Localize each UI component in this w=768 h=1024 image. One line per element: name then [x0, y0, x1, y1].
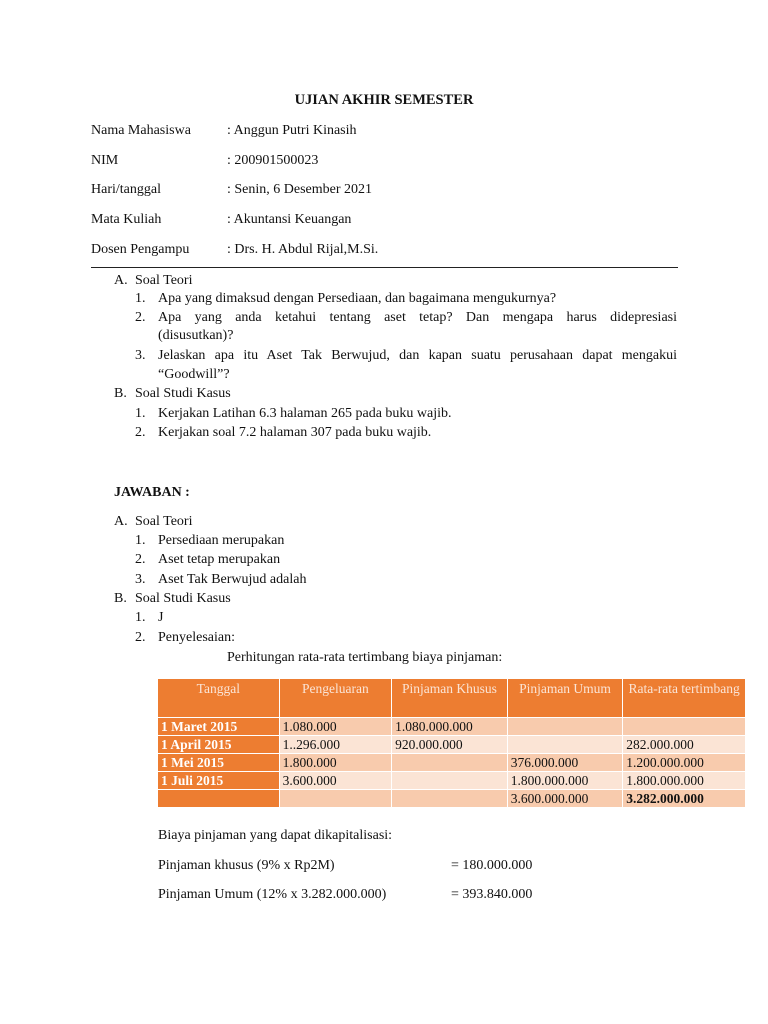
table-cell: 1.800.000	[279, 754, 392, 772]
table-cell: 3.600.000	[279, 772, 392, 790]
section-marker: B.	[114, 591, 127, 606]
list-number: 2.	[135, 425, 146, 440]
section-marker: A.	[114, 514, 128, 529]
section-title: Soal Teori	[135, 514, 193, 529]
table-row	[158, 754, 746, 772]
question-text: Kerjakan Latihan 6.3 halaman 265 pada buku wajib.	[158, 406, 452, 421]
answer-text: J	[158, 610, 164, 625]
table-cell-date: 1 Juli 2015	[158, 772, 280, 790]
table-cell: 1.800.000.000	[623, 772, 746, 790]
list-number: 1.	[135, 610, 146, 625]
table-cell-date: 1 Mei 2015	[158, 754, 280, 772]
identity-label: Hari/tanggal	[91, 182, 161, 197]
section-marker: A.	[114, 273, 128, 288]
table-header-row	[158, 679, 746, 718]
table-caption: Perhitungan rata-rata tertimbang biaya pinjaman:	[227, 650, 503, 665]
capitalization-label: Pinjaman khusus (9% x Rp2M)	[158, 858, 335, 873]
capitalization-intro: Biaya pinjaman yang dapat dikapitalisasi:	[158, 828, 393, 843]
table-cell-total: 3.600.000.000	[507, 790, 623, 808]
answer-text: Persediaan merupakan	[158, 533, 285, 548]
section-title: Soal Studi Kasus	[135, 386, 231, 401]
identity-label: Nama Mahasiswa	[91, 123, 191, 138]
table-cell	[392, 772, 508, 790]
capitalization-label: Pinjaman Umum (12% x 3.282.000.000)	[158, 887, 387, 902]
list-number: 2.	[135, 630, 146, 645]
section-marker: B.	[114, 386, 127, 401]
table-cell: 1..296.000	[279, 736, 392, 754]
list-number: 3.	[135, 572, 146, 587]
column-header: Rata-rata tertimbang	[623, 679, 746, 718]
table-cell: 1.080.000	[279, 718, 392, 736]
table-cell: 282.000.000	[623, 736, 746, 754]
question-text: Jelaskan apa itu Aset Tak Berwujud, dan kapan suatu perusahaan dapat mengakui	[158, 348, 677, 363]
answer-text: Aset tetap merupakan	[158, 552, 281, 567]
table-cell: 1.080.000.000	[392, 718, 508, 736]
table-cell: 376.000.000	[507, 754, 623, 772]
identity-value: : Akuntansi Keuangan	[227, 212, 352, 227]
list-number: 1.	[135, 291, 146, 306]
table-cell	[507, 736, 623, 754]
section-title: Soal Teori	[135, 273, 193, 288]
identity-value: : 200901500023	[227, 153, 319, 168]
weighted-average-table	[157, 678, 746, 808]
list-number: 1.	[135, 406, 146, 421]
table-cell-total-bold: 3.282.000.000	[623, 790, 746, 808]
table-cell	[158, 790, 280, 808]
table-total-row	[158, 790, 746, 808]
document-title: UJIAN AKHIR SEMESTER	[294, 92, 474, 108]
identity-label: NIM	[91, 153, 119, 168]
table-cell-date: 1 April 2015	[158, 736, 280, 754]
table-cell	[623, 718, 746, 736]
question-text-continued: “Goodwill”?	[158, 367, 230, 382]
list-number: 1.	[135, 533, 146, 548]
table-cell: 1.200.000.000	[623, 754, 746, 772]
column-header: Pinjaman Umum	[507, 679, 623, 718]
list-number: 2.	[135, 552, 146, 567]
table-cell	[392, 754, 508, 772]
identity-label: Dosen Pengampu	[91, 242, 190, 257]
table-row	[158, 718, 746, 736]
table-cell: 920.000.000	[392, 736, 508, 754]
section-title: Soal Studi Kasus	[135, 591, 231, 606]
answers-heading: JAWABAN :	[114, 485, 190, 500]
question-text-continued: (disusutkan)?	[158, 328, 234, 343]
answer-text: Penyelesaian:	[158, 630, 235, 645]
table-cell	[279, 790, 392, 808]
identity-value: : Senin, 6 Desember 2021	[227, 182, 373, 197]
table-cell: 1.800.000.000	[507, 772, 623, 790]
list-number: 3.	[135, 348, 146, 363]
table-cell	[507, 718, 623, 736]
divider-line	[91, 267, 678, 268]
identity-value: : Anggun Putri Kinasih	[227, 123, 357, 138]
table-row	[158, 736, 746, 754]
table-row	[158, 772, 746, 790]
column-header: Pengeluaran	[279, 679, 392, 718]
column-header: Tanggal	[158, 679, 280, 718]
column-header: Pinjaman Khusus	[392, 679, 508, 718]
capitalization-value: = 180.000.000	[451, 858, 533, 873]
table-cell-date: 1 Maret 2015	[158, 718, 280, 736]
identity-label: Mata Kuliah	[91, 212, 162, 227]
identity-value: : Drs. H. Abdul Rijal,M.Si.	[227, 242, 379, 257]
question-text: Apa yang anda ketahui tentang aset tetap? Dan mengapa harus didepresiasi	[158, 310, 677, 325]
capitalization-value: = 393.840.000	[451, 887, 533, 902]
table-cell	[392, 790, 508, 808]
answer-text: Aset Tak Berwujud adalah	[158, 572, 307, 587]
list-number: 2.	[135, 310, 146, 325]
question-text: Apa yang dimaksud dengan Persediaan, dan bagaimana mengukurnya?	[158, 291, 557, 306]
question-text: Kerjakan soal 7.2 halaman 307 pada buku wajib.	[158, 425, 432, 440]
